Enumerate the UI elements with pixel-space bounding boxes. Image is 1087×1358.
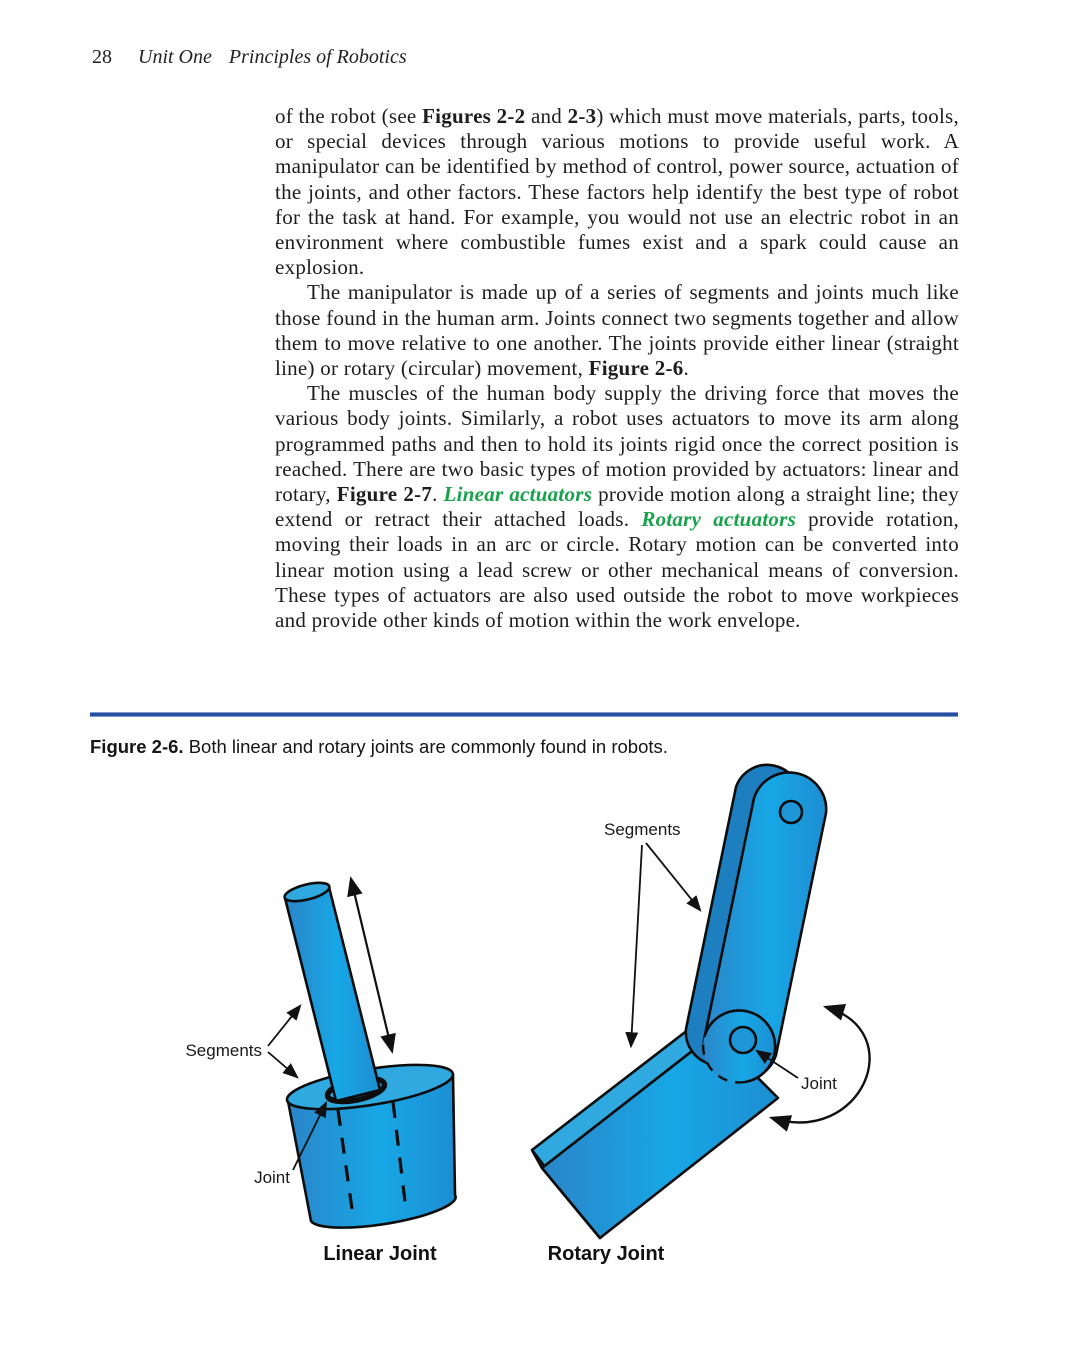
text-run: . [683,356,689,381]
figure-caption-text: Both linear and rotary joints are commonly found in robots. [188,736,668,757]
text-run: ) which must move materials, parts, tools, or special devices through various motions to provide useful work. A manipulator can be identified by method of control, power source, actuation of the joints, and other factors. These factors help identify the best type of robot for the task at hand. For example, you would not use an electric robot in an environment where combustible fumes exist and a spark could cause an explosion. [275,104,959,280]
segments-pointer-arrow [631,845,642,1046]
rotary-joint-diagram [532,765,870,1265]
text-run: provide rotation, moving their loads in an arc or circle. Rotary motion can be converted into linear motion using a lead screw or other mechanical means of conversion. These types of actuators are also used outside the robot to move workpieces and provide other kinds of motion within the work envelope. [275,507,959,633]
book-title: Principles of Robotics [228,46,407,68]
running-head [92,46,424,69]
rotary-top-hole [780,801,802,823]
text-run: provide motion along a straight line; they extend or retract their attached loads. [275,482,959,532]
text-run: The manipulator is made up of a series of segments and joints much like those found in the human arm. Joints connect two segments together and allow them to move relative to one another. The joints provide either linear (straight line) or rotary (circular) movement, [275,280,959,381]
text-run: Rotary actuators [641,507,797,532]
segments-pointer-arrow [268,1006,300,1046]
linear-joint-label: Joint [254,1168,290,1187]
paragraph [275,280,959,381]
linear-joint-diagram [185,879,455,1265]
text-run: of the robot (see [275,104,423,128]
rotation-motion-arrow [772,1007,870,1122]
figure-2-6-illustration [0,760,1087,1300]
body-text [275,104,959,633]
linear-joint-caption: Linear Joint [323,1243,437,1265]
figure-caption [90,736,958,758]
unit-label: Unit One [138,46,212,68]
text-run: The muscles of the human body supply the driving force that moves the various body joints. Similarly, a robot uses actuators to move its arm along programmed paths and then to hold its joints rigid once the correct position is reached. There are two basic types of motion provided by actuators: linear and rotary, [275,381,959,507]
rotary-joint-caption: Rotary Joint [547,1243,665,1265]
text-run: Figures 2-2 [422,104,526,128]
text-run: Figure 2-7 [336,482,433,507]
text-run: and [525,104,568,128]
page-number: 28 [92,46,112,68]
linear-rod-segment [285,887,380,1101]
paragraph [275,104,959,280]
figure-caption-label: Figure 2-6. [90,736,184,757]
text-run: Figure 2-6 [588,356,684,381]
figure-divider-rule [90,712,958,717]
text-run: 2-3 [567,104,597,128]
segments-pointer-arrow [646,843,700,910]
text-run: Linear actuators [443,482,593,507]
segments-pointer-arrow [268,1052,297,1077]
text-run: . [432,482,444,507]
rotary-joint-label: Joint [801,1074,837,1093]
rotary-pivot-hole [730,1027,756,1053]
linear-segments-label: Segments [185,1041,262,1060]
paragraph [275,381,959,633]
rotary-segments-label: Segments [604,820,681,839]
